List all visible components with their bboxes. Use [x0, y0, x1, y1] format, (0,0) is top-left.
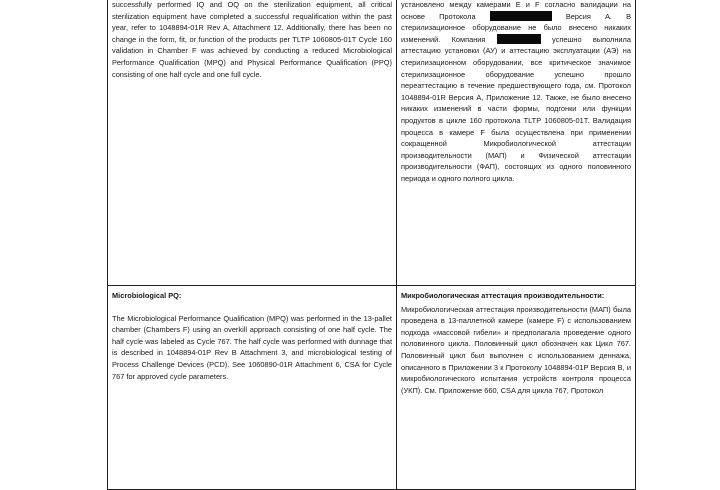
section-heading: Microbiological PQ:	[112, 291, 182, 300]
russian-text-b: Версия A. В стерилизационное оборудование не было внесено никаких изменений. Компания	[401, 11, 631, 44]
english-cell	[108, 286, 397, 490]
russian-cell	[397, 0, 636, 286]
table-row	[108, 286, 636, 490]
table-row	[108, 0, 636, 286]
english-cell	[108, 0, 397, 286]
bilingual-table	[107, 0, 636, 490]
redaction-block	[490, 11, 552, 21]
document-page	[107, 0, 631, 484]
russian-paragraph: Микробиологическая аттестация производительности (МАП) была проведена в 13-паллетной камере (камере F) с использованием подхода «массовой гибели» и предполагала проведение одного половинного цикла. Половинный цикл обозначен как Цикл 767. Половинный цикл был выполнен с использованием деннажа, описанного в Приложении 3 к Протоколу 1048894-01P Версия B, и микробиологического испытания устройств контроля процесса (УКП). См. Приложение 660, CSA для цикла 767, Протокол	[401, 304, 631, 395]
russian-cell	[397, 286, 636, 490]
english-paragraph: The Microbiological Performance Qualification (MPQ) was performed in the 13-pallet chamber (Chambers F) using an overkill approach consisting of one half cycle. The half cycle was labeled as Cycle 767. The half cycle was performed with dunnage that is described in 1048894-01P Rev B Attachment 3, and microbiological testing of Process Challenge Devices (PCD). See 1060890-01R Attachment 6, CSA for Cycle 767 for approved cycle parameters.	[112, 313, 392, 381]
redaction-block	[497, 34, 541, 44]
russian-text-c: успешно выполнила аттестацию установки (АУ) и аттестацию эксплуатации (АЭ) на стерилизационном оборудовании, все критическое значимое стерилизационное оборудование успешно прошло переаттестацию в течение предшествующего года, см. Протокол 1048894-01R Версия A, Приложение 12. Также, не было внесено никаких изменений в части формы, подгонки или функции продуктов в цикле 160 протокола TLTP 1060805-01T. Валидация процесса в камере F была осуществлена при применении сокращенной Микробиологической аттестации производительности (МАП) и Физической аттестации производительности (ФАП), состоящих из одного половинного периода и одного полного цикла.	[401, 34, 631, 183]
russian-paragraph	[401, 0, 631, 185]
section-heading: Микробиологическая аттестация производительности:	[401, 291, 605, 300]
russian-text-a: установлено между камерами E и F согласно валидации на основе Протокола	[401, 0, 631, 21]
english-paragraph: successfully performed IQ and OQ on the sterilization equipment, all critical sterilization equipment have completed a successful requalification within the past year, refer to 1048894-01R Rev A, Attachment 12. Additionally, there has been no change in the form, fit, or function of the products per TLTP 1060805-01T Cycle 160 validation in Chamber F was achieved by conducting a reduced Microbiological Performance Qualification (MPQ) and Physical Performance Qualification (PPQ) consisting of one half cycle and one full cycle.	[112, 0, 392, 79]
